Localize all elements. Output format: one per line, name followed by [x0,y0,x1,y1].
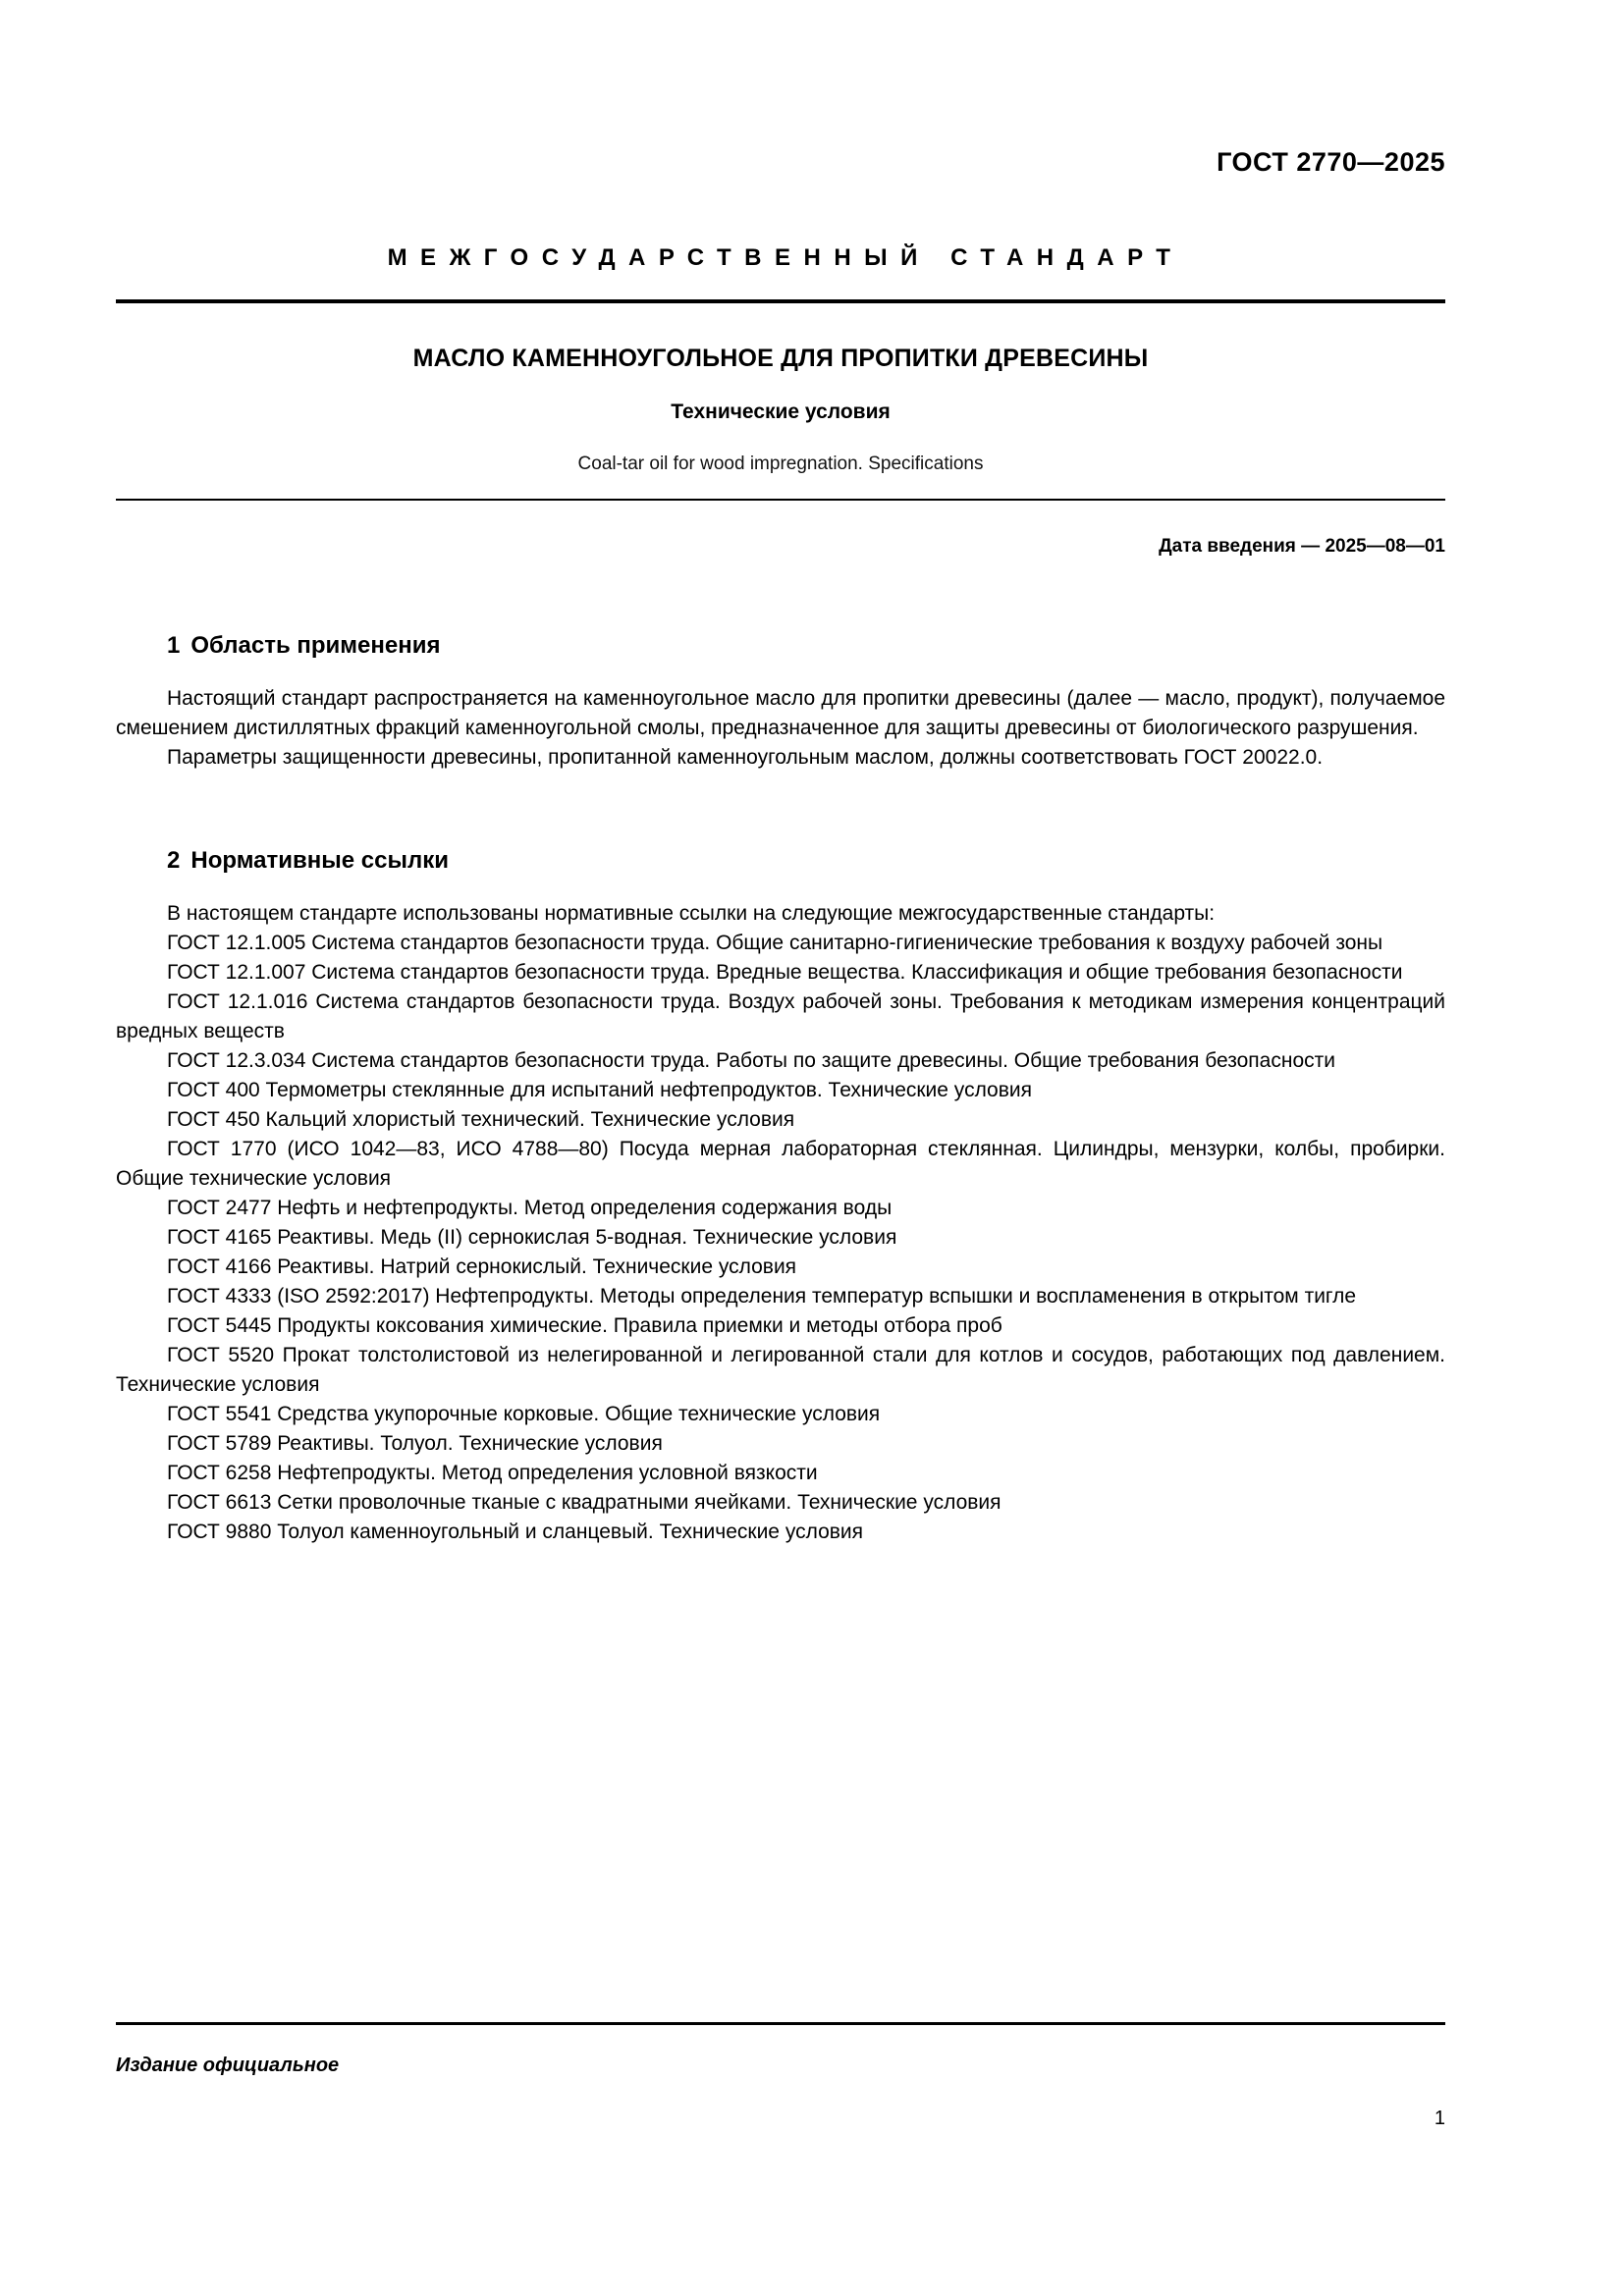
page-number: 1 [1434,2108,1445,2129]
reference-item: ГОСТ 5445 Продукты коксования химические. Правила приемки и методы отбора проб [167,1314,1002,1337]
divider-top [116,299,1445,303]
section-1-paragraph-1: Настоящий стандарт распространяется на каменноугольное масло для пропитки древесины (далее — масло, продукт), получаемое смешением дистиллятных фракций каменноугольной смолы, предназначенное для защиты древесины от биологического разрушения. [116,687,1445,739]
section-heading-1 [167,632,1445,660]
section-2-paragraph-1: В настоящем стандарте использованы нормативные ссылки на следующие межгосударственные стандарты: [167,902,1216,925]
reference-item: ГОСТ 6613 Сетки проволочные тканые с квадратными ячейками. Технические условия [167,1491,1001,1514]
section-1-paragraph-2: Параметры защищенности древесины, пропитанной каменноугольным маслом, должны соответствовать ГОСТ 20022.0. [167,746,1324,769]
standard-type-heading: МЕЖГОСУДАРСТВЕННЫЙ СТАНДАРТ [387,244,1184,271]
reference-item: ГОСТ 5520 Прокат толстолистовой из нелегированной и легированной стали для котлов и сосудов, работающих под давлением. Технические условия [116,1344,1445,1396]
reference-item: ГОСТ 4165 Реактивы. Медь (II) сернокислая 5-водная. Технические условия [167,1226,897,1249]
section-title-2: Нормативные ссылки [190,847,449,874]
document-subtitle: Технические условия [671,400,891,423]
reference-item: ГОСТ 450 Кальций хлористый технический. Технические условия [167,1108,795,1131]
reference-item: ГОСТ 4333 (ISO 2592:2017) Нефтепродукты. Методы определения температур вспышки и воспламенения в открытом тигле [167,1285,1357,1308]
reference-item: ГОСТ 12.1.005 Система стандартов безопасности труда. Общие санитарно-гигиенические требования к воздуху рабочей зоны [167,932,1383,954]
section-number-2: 2 [167,847,181,874]
document-title-english: Coal-tar oil for wood impregnation. Specifications [577,454,984,474]
section-heading-2 [167,847,1445,875]
official-edition-note: Издание официальное [116,2055,340,2076]
section-title-1: Область применения [190,632,441,659]
introduction-date: Дата введения — 2025—08—01 [1159,536,1445,557]
reference-item: ГОСТ 5789 Реактивы. Толуол. Технические условия [167,1432,663,1455]
reference-item: ГОСТ 2477 Нефть и нефтепродукты. Метод определения содержания воды [167,1197,893,1219]
reference-item: ГОСТ 12.1.007 Система стандартов безопасности труда. Вредные вещества. Классификация и общие требования безопасности [167,961,1403,984]
document-title: МАСЛО КАМЕННОУГОЛЬНОЕ ДЛЯ ПРОПИТКИ ДРЕВЕСИНЫ [412,345,1149,372]
reference-item: ГОСТ 400 Термометры стеклянные для испытаний нефтепродуктов. Технические условия [167,1079,1032,1101]
reference-item: ГОСТ 1770 (ИСО 1042—83, ИСО 4788—80) Посуда мерная лабораторная стеклянная. Цилиндры, мензурки, колбы, пробирки. Общие технические условия [116,1138,1445,1190]
reference-item: ГОСТ 9880 Толуол каменноугольный и сланцевый. Технические условия [167,1521,864,1543]
section-number-1: 1 [167,632,181,659]
reference-item: ГОСТ 12.3.034 Система стандартов безопасности труда. Работы по защите древесины. Общие требования безопасности [167,1049,1335,1072]
normative-references-list [116,929,1445,1547]
reference-item: ГОСТ 12.1.016 Система стандартов безопасности труда. Воздух рабочей зоны. Требования к методикам измерения концентраций вредных веществ [116,990,1445,1042]
document-code: ГОСТ 2770—2025 [1217,147,1445,177]
divider-footer [116,2022,1445,2025]
reference-item: ГОСТ 4166 Реактивы. Натрий сернокислый. Технические условия [167,1255,797,1278]
reference-item: ГОСТ 5541 Средства укупорочные корковые. Общие технические условия [167,1403,881,1425]
page-content [116,0,1445,1547]
reference-item: ГОСТ 6258 Нефтепродукты. Метод определения условной вязкости [167,1462,818,1484]
divider-under-title [116,499,1445,501]
